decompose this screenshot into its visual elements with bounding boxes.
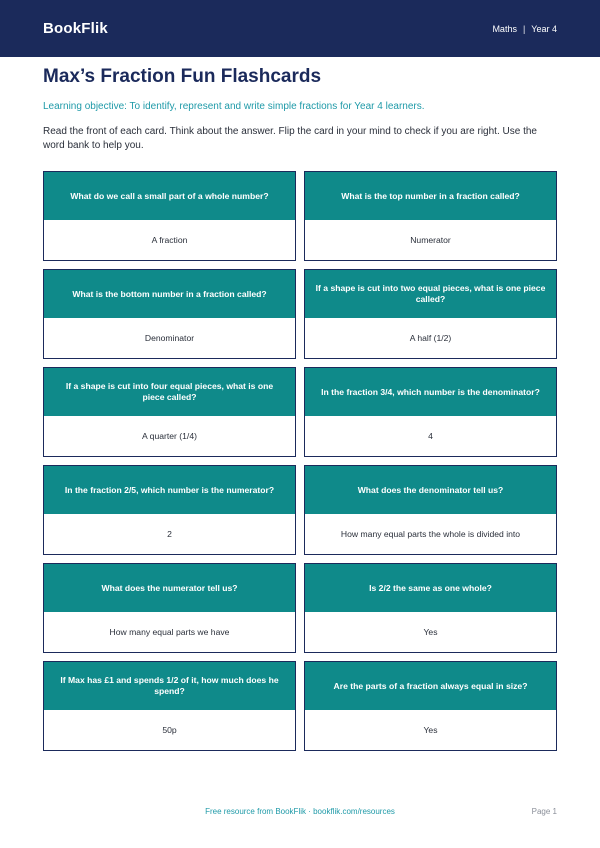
flashcard-12[interactable] — [304, 661, 557, 751]
card-question: What does the numerator tell us? — [44, 564, 295, 612]
card-question: If a shape is cut into four equal pieces, what is one piece called? — [44, 368, 295, 416]
card-question: If a shape is cut into two equal pieces, what is one piece called? — [305, 270, 556, 318]
flashcard-grid — [43, 171, 557, 751]
subject-label: Maths — [492, 23, 517, 34]
card-question: Are the parts of a fraction always equal in size? — [305, 662, 556, 710]
card-question: What does the denominator tell us? — [305, 466, 556, 514]
card-question: In the fraction 2/5, which number is the numerator? — [44, 466, 295, 514]
flashcard-4[interactable] — [304, 269, 557, 359]
header-meta — [492, 24, 557, 34]
flashcard-8[interactable] — [304, 465, 557, 555]
card-answer: 4 — [305, 416, 556, 456]
card-answer: 50p — [44, 710, 295, 750]
learning-objective: Learning objective: To identify, represent and write simple fractions for Year 4 learners. — [43, 101, 425, 112]
card-answer: How many equal parts the whole is divided into — [305, 514, 556, 554]
card-question: What do we call a small part of a whole number? — [44, 172, 295, 220]
card-answer: A quarter (1/4) — [44, 416, 295, 456]
page-footer — [0, 807, 600, 819]
card-answer: 2 — [44, 514, 295, 554]
card-answer: A fraction — [44, 220, 295, 260]
flashcard-9[interactable] — [43, 563, 296, 653]
page-title: Max’s Fraction Fun Flashcards — [43, 66, 322, 87]
instructions: Read the front of each card. Think about the answer. Flip the card in your mind to check if you are right. Use the word bank to help you. — [43, 126, 537, 151]
page-number: Page 1 — [531, 807, 557, 816]
meta-separator: | — [522, 23, 526, 34]
flashcard-11[interactable] — [43, 661, 296, 751]
flashcard-6[interactable] — [304, 367, 557, 457]
card-question: What is the bottom number in a fraction called? — [44, 270, 295, 318]
card-answer: Yes — [305, 710, 556, 750]
card-answer: Numerator — [305, 220, 556, 260]
footer-credit-link[interactable]: Free resource from BookFlik · bookflik.com/resources — [205, 807, 395, 816]
card-answer: A half (1/2) — [305, 318, 556, 358]
card-question: If Max has £1 and spends 1/2 of it, how much does he spend? — [44, 662, 295, 710]
card-answer: How many equal parts we have — [44, 612, 295, 652]
flashcard-5[interactable] — [43, 367, 296, 457]
card-question: Is 2/2 the same as one whole? — [305, 564, 556, 612]
flashcard-7[interactable] — [43, 465, 296, 555]
card-question: In the fraction 3/4, which number is the denominator? — [305, 368, 556, 416]
brand-logo[interactable]: BookFlik — [43, 20, 108, 37]
flashcard-1[interactable] — [43, 171, 296, 261]
flashcard-2[interactable] — [304, 171, 557, 261]
flashcard-3[interactable] — [43, 269, 296, 359]
flashcard-10[interactable] — [304, 563, 557, 653]
card-answer: Denominator — [44, 318, 295, 358]
level-label: Year 4 — [531, 23, 557, 34]
card-question: What is the top number in a fraction called? — [305, 172, 556, 220]
card-answer: Yes — [305, 612, 556, 652]
header-bar — [0, 0, 600, 57]
